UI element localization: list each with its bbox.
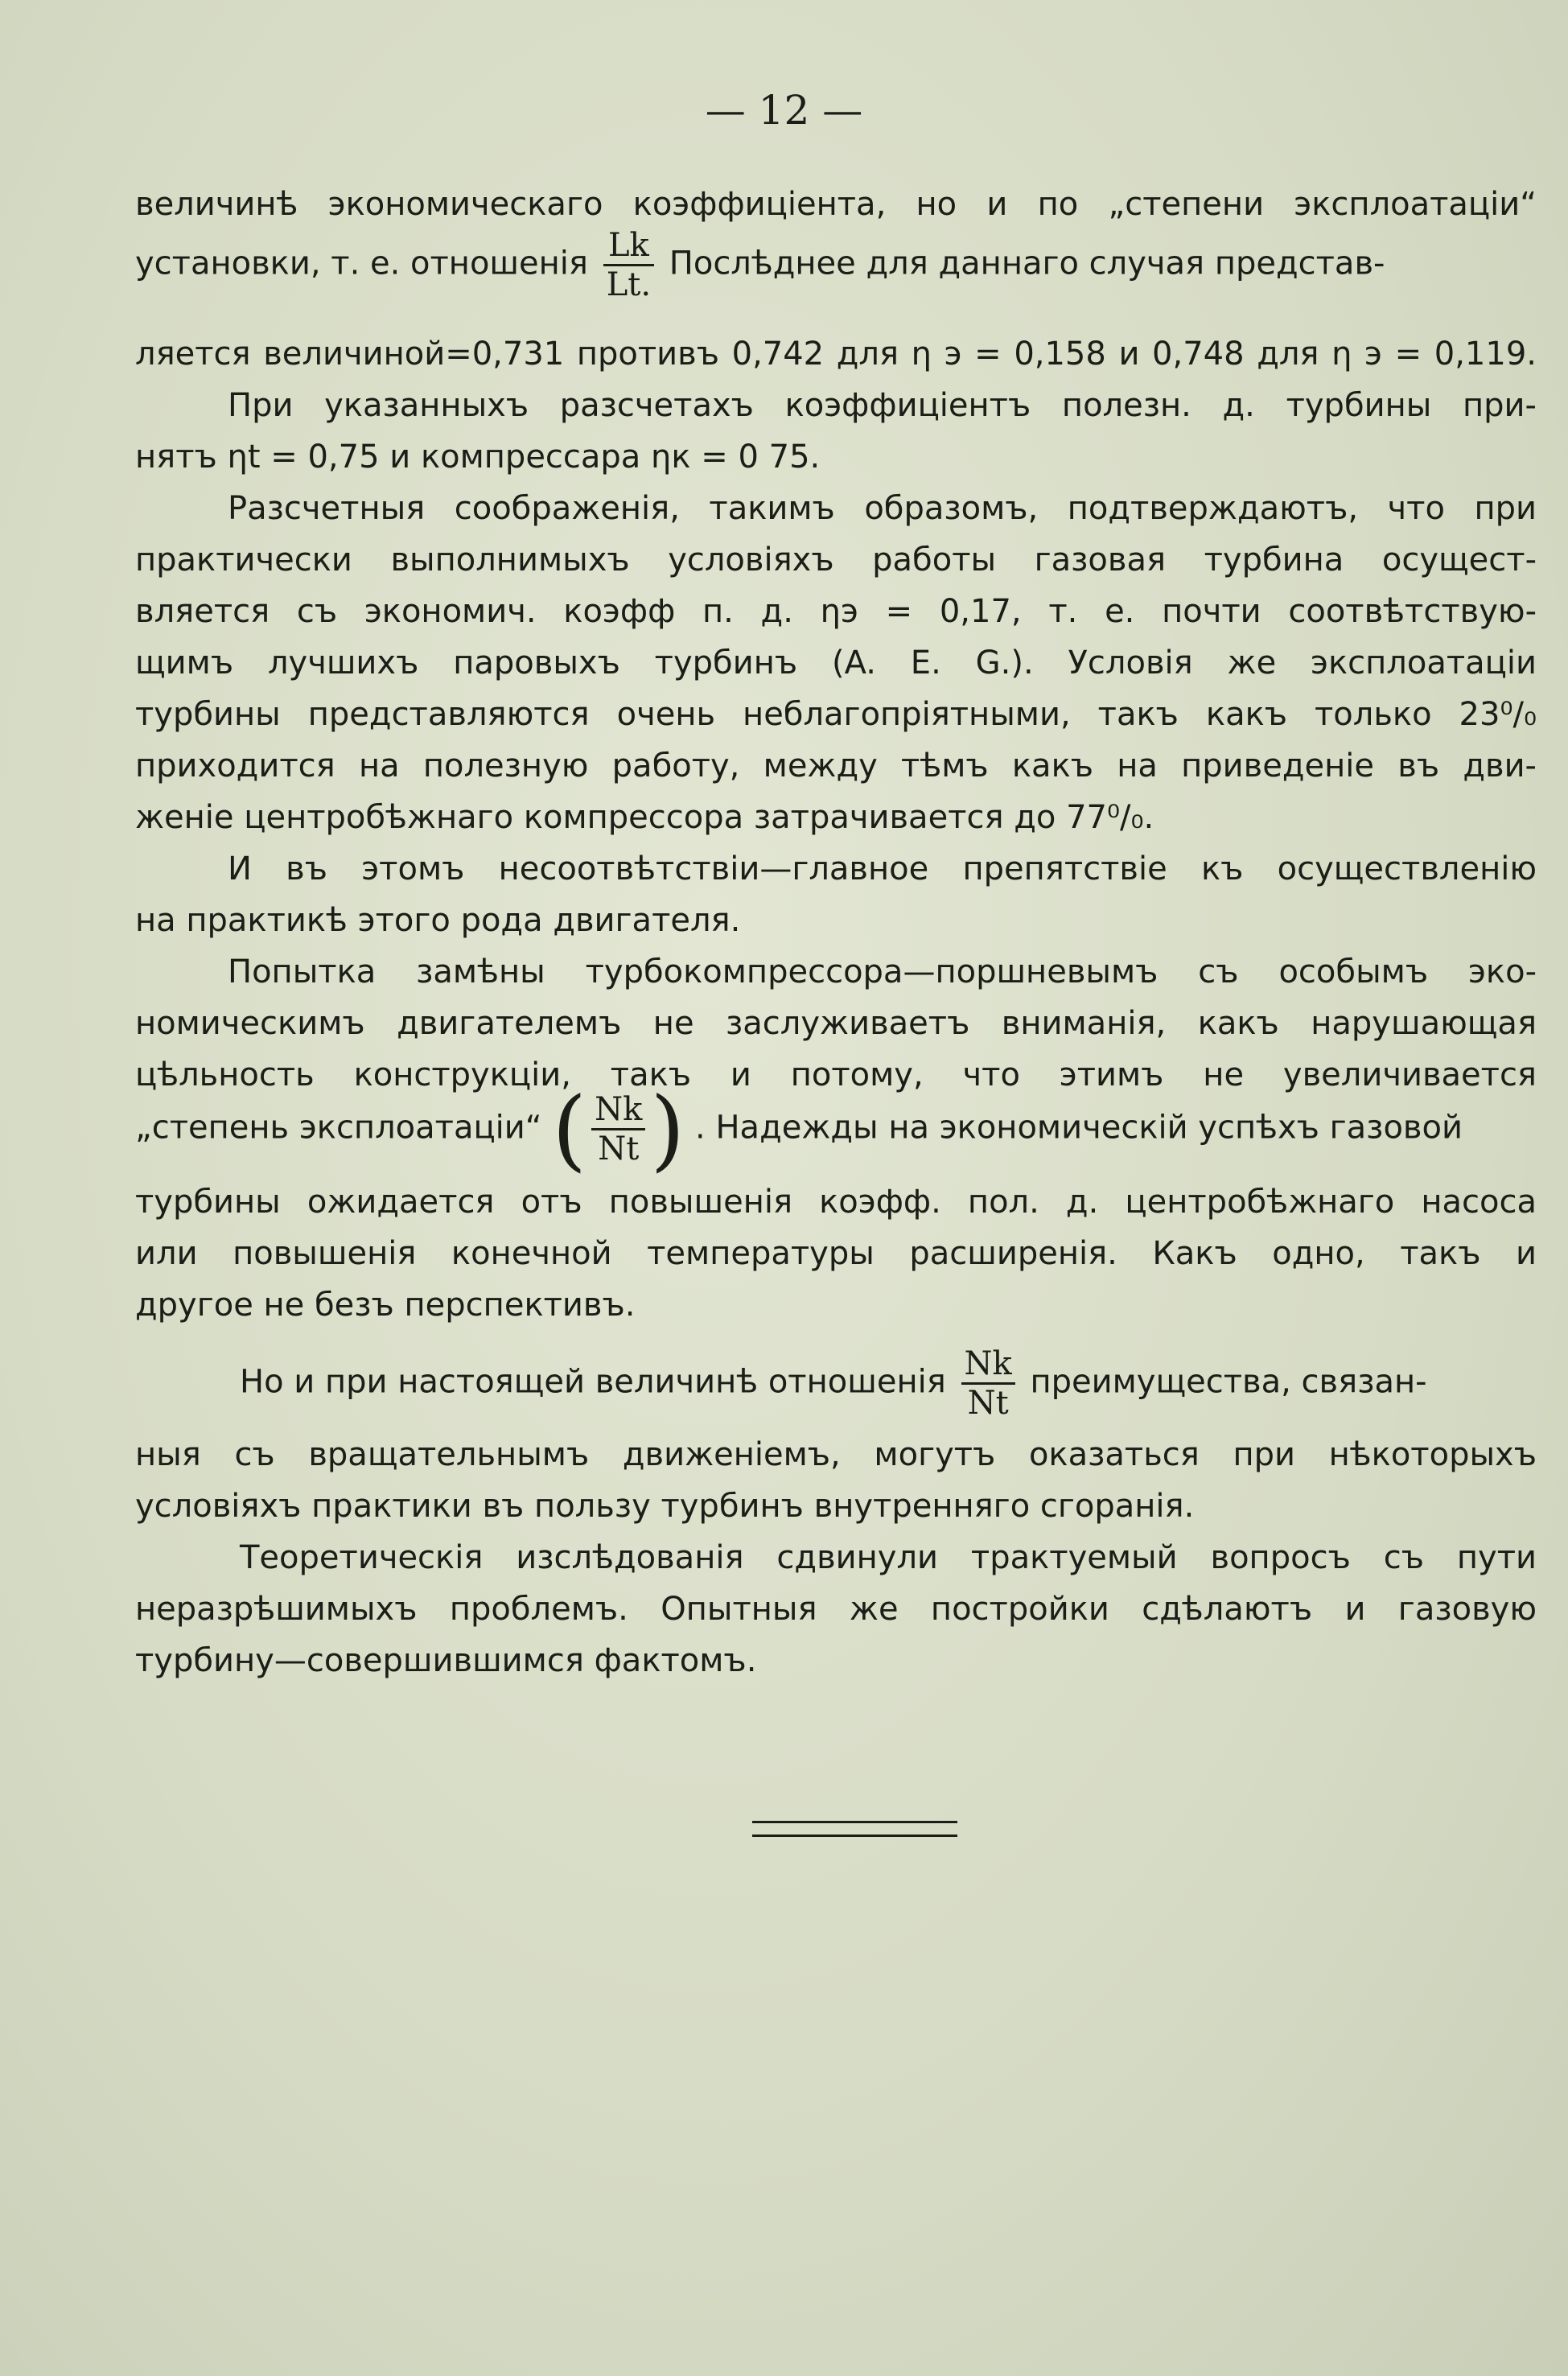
page-number: — 12 —: [705, 87, 863, 134]
fraction-numerator: Nk: [591, 1091, 645, 1130]
text-line-15: Попытка замѣны турбокомпрессора—поршневымъ съ особымъ эко-: [228, 953, 1537, 990]
text-line-7: практически выполнимыхъ условіяхъ работы газовая турбина осущест-: [135, 541, 1537, 579]
text-line-22: [240, 1345, 1537, 1422]
text-line-23: ныя съ вращательнымъ движеніемъ, могутъ оказаться при нѣкоторыхъ: [135, 1436, 1537, 1473]
text-line-18: [135, 1077, 1537, 1181]
text-line-12: женіе центробѣжнаго компрессора затрачивается до 77⁰/₀.: [135, 799, 1154, 836]
text-line-22a: Но и при настоящей величинѣ отношенія: [240, 1363, 946, 1401]
fraction-denominator: Lt.: [606, 266, 652, 303]
text-line-2: [135, 227, 1537, 303]
text-line-20: или повышенія конечной температуры расширенія. Какъ одно, такъ и: [135, 1235, 1537, 1272]
text-line-19: турбины ожидается отъ повышенія коэфф. пол. д. центробѣжнаго насоса: [135, 1184, 1537, 1221]
text-line-11: приходится на полезную работу, между тѣмъ какъ на приведеніе въ дви-: [135, 747, 1537, 784]
fraction-numerator: Nk: [961, 1345, 1015, 1385]
fraction-denominator: Nt: [967, 1385, 1009, 1422]
text-line-4: При указанныхъ разсчетахъ коэффиціентъ полезн. д. турбины при-: [228, 387, 1537, 424]
text-line-6: Разсчетныя соображенія, такимъ образомъ, подтверждаютъ, что при: [228, 490, 1537, 527]
text-line-17: цѣльность конструкціи, такъ и потому, что этимъ не увеличивается: [135, 1056, 1537, 1093]
text-line-21: другое не безъ перспективъ.: [135, 1287, 636, 1324]
text-line-8: вляется съ экономич. коэфф п. д. ηэ = 0,17, т. е. почти соотвѣтствую-: [135, 593, 1537, 630]
text-line-13: И въ этомъ несоотвѣтствіи—главное препятствіе къ осуществленію: [228, 850, 1537, 887]
fraction-nk-nt: [591, 1091, 645, 1167]
text-line-27: турбину—совершившимся фактомъ.: [135, 1642, 757, 1679]
text-line-9: щимъ лучшихъ паровыхъ турбинъ (A. E. G.). Условія же эксплоатаціи: [135, 644, 1537, 682]
paren-close: ): [650, 1077, 685, 1181]
text-line-2b: Послѣднее для даннаго случая представ-: [669, 245, 1385, 282]
text-line-22b: преимущества, связан-: [1030, 1363, 1427, 1401]
fraction-lk-lt: [603, 227, 654, 303]
fraction-denominator: Nt: [598, 1130, 640, 1167]
text-line-18a: „степень эксплоатаціи“: [135, 1109, 542, 1147]
text-line-1: величинѣ экономическаго коэффиціента, но и по „степени эксплоатаціи“: [135, 186, 1537, 223]
end-rule-bottom: [752, 1835, 957, 1837]
text-line-14: на практикѣ этого рода двигателя.: [135, 902, 741, 939]
text-line-10: турбины представляются очень неблагопріятными, такъ какъ только 23⁰/₀: [135, 696, 1537, 733]
text-line-24: условіяхъ практики въ пользу турбинъ внутренняго сгоранія.: [135, 1488, 1195, 1525]
text-line-25: Теоретическія изслѣдованія сдвинули трактуемый вопросъ съ пути: [240, 1539, 1537, 1576]
fraction-numerator: Lk: [603, 227, 654, 266]
text-line-3: ляется величиной=0,731 противъ 0,742 для η э = 0,158 и 0,748 для η э = 0,119.: [135, 336, 1537, 373]
text-line-16: номическимъ двигателемъ не заслуживаетъ вниманія, какъ нарушающая: [135, 1005, 1537, 1042]
text-line-26: неразрѣшимыхъ проблемъ. Опытныя же постройки сдѣлаютъ и газовую: [135, 1591, 1537, 1628]
text-line-2a: установки, т. е. отношенія: [135, 245, 588, 282]
end-rule-top: [752, 1821, 957, 1823]
text-line-18b: . Надежды на экономическій успѣхъ газовой: [695, 1109, 1463, 1147]
fraction-nk-nt-2: [961, 1345, 1015, 1422]
text-line-5: нятъ ηt = 0,75 и компрессара ηк = 0 75.: [135, 439, 821, 476]
paren-open: (: [552, 1077, 587, 1181]
